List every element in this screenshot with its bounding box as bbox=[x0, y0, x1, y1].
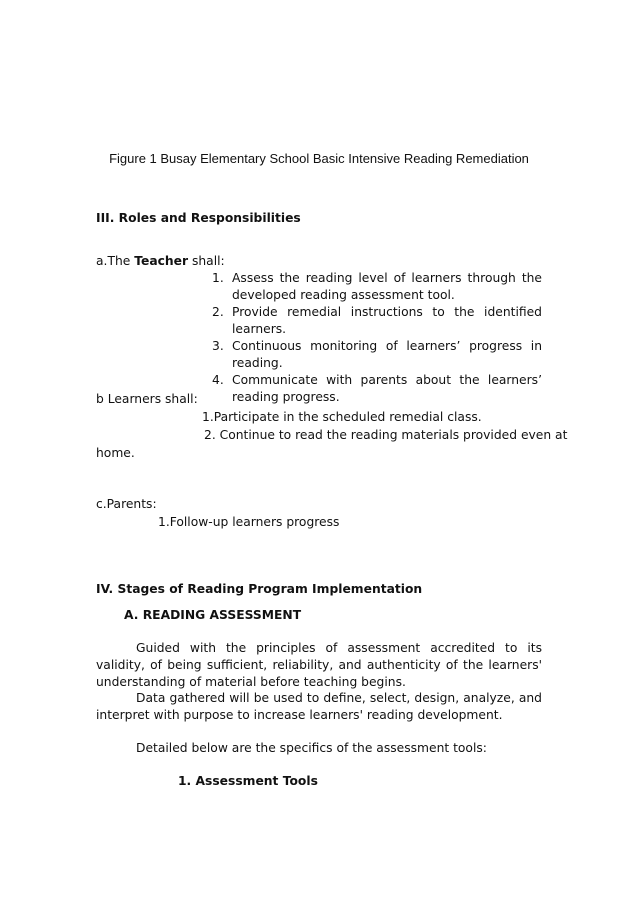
list-item-text: Provide remedial instructions to the identified learners. bbox=[232, 305, 542, 336]
teacher-label bbox=[96, 253, 225, 270]
parents-label: c.Parents: bbox=[96, 497, 157, 511]
section-heading-stages: IV. Stages of Reading Program Implementation bbox=[96, 582, 423, 596]
teacher-prefix: a.The bbox=[96, 254, 135, 268]
list-item-number: 2. bbox=[212, 305, 224, 319]
paragraph-text: Detailed below are the specifics of the assessment tools: bbox=[136, 741, 487, 755]
list-item bbox=[212, 304, 542, 338]
list-item bbox=[212, 338, 542, 372]
list-item bbox=[212, 270, 542, 304]
list-item-number: 1. bbox=[212, 271, 224, 285]
paragraph-text: Data gathered will be used to define, select, design, analyze, and interpret with purpose to increase learners' reading development. bbox=[96, 691, 542, 722]
list-item-text: Communicate with parents about the learners’ reading progress. bbox=[232, 373, 542, 404]
teacher-bold: Teacher bbox=[134, 254, 189, 268]
paragraph-text: Guided with the principles of assessment accredited to its validity, of being sufficient, reliability, and authenticity of the learners' understanding of material before teaching begins. bbox=[96, 641, 542, 689]
list-item-text: Continuous monitoring of learners’ progress in reading. bbox=[232, 339, 542, 370]
learners-item-2: 2. Continue to read the reading materials provided even at bbox=[204, 428, 568, 442]
list-item-number: 3. bbox=[212, 339, 224, 353]
section-heading-roles: III. Roles and Responsibilities bbox=[96, 211, 301, 225]
paragraph-principles bbox=[96, 640, 542, 691]
parents-item-1: 1.Follow-up learners progress bbox=[158, 515, 340, 529]
learners-label: b Learners shall: bbox=[96, 392, 198, 406]
subheading-assessment-tools: 1. Assessment Tools bbox=[178, 774, 318, 788]
teacher-suffix: shall: bbox=[188, 254, 225, 268]
paragraph-data-gathered bbox=[96, 690, 542, 724]
paragraph-detailed-below bbox=[96, 740, 542, 757]
list-item-number: 4. bbox=[212, 373, 224, 387]
learners-item-1: 1.Participate in the scheduled remedial class. bbox=[202, 410, 482, 424]
subheading-reading-assessment: A. READING ASSESSMENT bbox=[124, 608, 302, 622]
figure-caption: Figure 1 Busay Elementary School Basic Intensive Reading Remediation bbox=[109, 151, 529, 166]
list-item-text: Assess the reading level of learners through the developed reading assessment tool. bbox=[232, 271, 542, 302]
learners-item-2-continued: home. bbox=[96, 446, 135, 460]
teacher-duties-list bbox=[212, 270, 542, 406]
list-item bbox=[212, 372, 542, 406]
